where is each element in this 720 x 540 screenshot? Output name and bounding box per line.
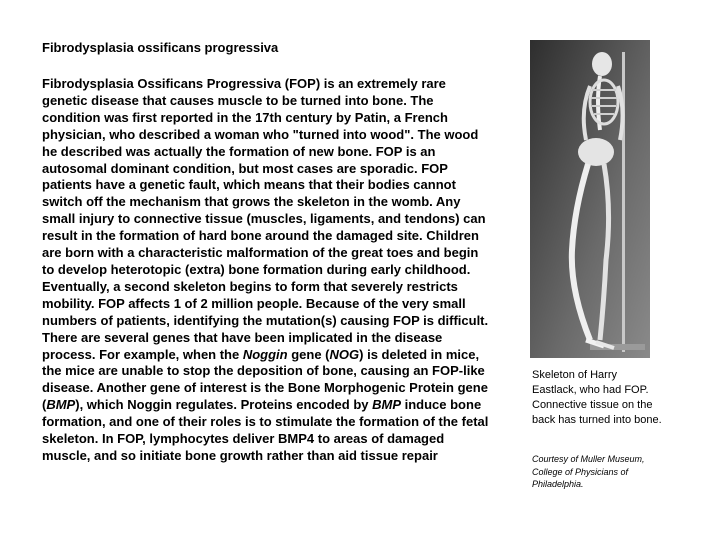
- paragraph-italic: NOG: [329, 346, 360, 362]
- body-paragraph: [42, 76, 494, 465]
- paragraph-italic: BMP: [46, 397, 76, 413]
- paragraph-italic: BMP: [372, 397, 401, 413]
- photo-caption: Skeleton of Harry Eastlack, who had FOP. Connective tissue on the back has turned into bone.: [532, 369, 662, 426]
- paragraph-italic: Noggin: [242, 346, 288, 362]
- paragraph-text: induce bone formation, and one of their roles is to stimulate the formation of the fetal skeleton. In FOP, lymphocytes deliver BMP4 to areas of damaged muscle, and so initiate bone growth rather than aid tissue repair: [42, 397, 489, 463]
- paragraph-text: gene (: [287, 346, 330, 362]
- photo-credit: Courtesy of Muller Museum, College of Physicians of Philadelphia.: [532, 454, 645, 489]
- skeleton-photo-icon: [530, 40, 650, 358]
- paragraph-text: ) is deleted in mice, the mice are unable to stop the deposition of bone, causing an FOP-like disease. Another gene of interest is the Bone Morphogenic Protein gene (: [42, 346, 488, 413]
- paragraph-text: ), which Noggin regulates. Proteins encoded by: [75, 397, 373, 413]
- skeleton-photo: [530, 40, 650, 358]
- document-title: Fibrodysplasia ossificans progressiva: [42, 40, 279, 55]
- paragraph-text: Fibrodysplasia Ossificans Progressiva (FOP) is an extremely rare genetic disease that causes muscle to be turned into bone. The condition was first reported in the 17th century by Patin, a French physician, who described a woman who "turned into wood". The wood he described was actually the formation of new bone. FOP is an autosomal dominant condition, but most cases are sporadic. FOP patients have a genetic fault, which means that their bodies cannot switch off the mechanism that grows the skeleton in the womb. Any small injury to connective tissue (muscles, ligaments, and tendons) can result in the formation of hard bone around the damaged site. Children are born with a characteristic malformation of the great toes and begin to develop heterotopic (extra) bone formation during early childhood. Eventually, a second skeleton begins to form that severely restricts mobility. FOP affects 1 of 2 million people. Because of the very small numbers of patients, identifying the mutation(s) causing FOP is difficult. There are several genes that have been implicated in the disease process. For example, when the: [42, 76, 489, 362]
